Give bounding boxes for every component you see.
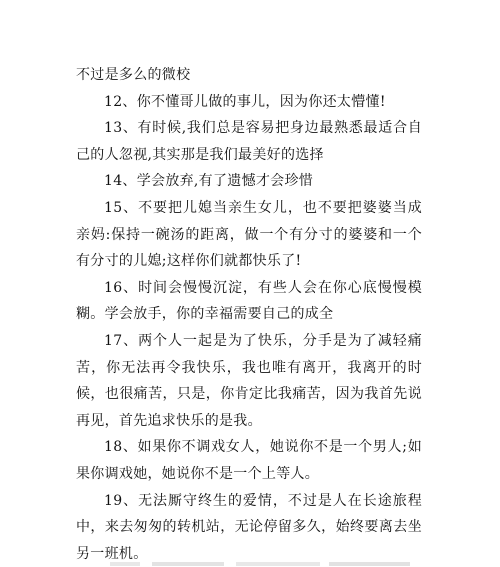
paragraph-item-17: 17、两个人一起是为了快乐，分手是为了减轻痛苦，你无法再令我快乐，我也唯有离开，我离开的时候，也很痛苦，只是，你肯定比我痛苦，因为我首先说再见，首先追求快乐的是我。 <box>76 328 422 434</box>
paragraph-item-18: 18、如果你不调戏女人，她说你不是一个男人;如果你调戏她，她说你不是一个上等人。 <box>76 434 422 487</box>
paragraph-item-13: 13、有时候,我们总是容易把身边最熟悉最适合自己的人忽视,其实那是我们最美好的选择 <box>76 115 422 168</box>
cut-off-text-line <box>110 556 410 566</box>
paragraph-item-16: 16、时间会慢慢沉淀，有些人会在你心底慢慢模糊。学会放手，你的幸福需要自己的成全 <box>76 275 422 328</box>
paragraph-item-14: 14、学会放弃,有了遗憾才会珍惜 <box>76 168 422 195</box>
paragraph-item-12: 12、你不懂哥儿做的事儿，因为你还太懵懂! <box>76 89 422 116</box>
document-body <box>76 62 422 567</box>
cut-off-line-shadow <box>110 562 410 566</box>
paragraph-fragment: 不过是多么的微校 <box>76 62 422 89</box>
paragraph-item-15: 15、不要把儿媳当亲生女儿，也不要把婆婆当成亲妈:保持一碗汤的距离，做一个有分寸的婆婆和一个有分寸的儿媳;这样你们就都快乐了! <box>76 195 422 275</box>
paragraph-item-19: 19、无法厮守终生的爱情，不过是人在长途旅程中，来去匆匆的转机站，无论停留多久，始终要离去坐另一班机。 <box>76 488 422 567</box>
